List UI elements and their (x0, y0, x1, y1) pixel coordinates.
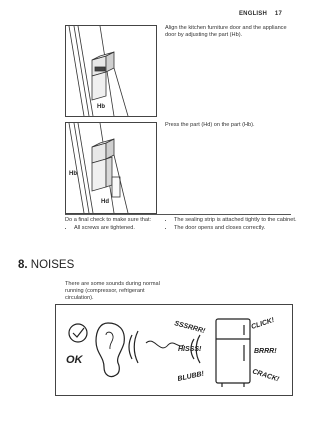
noise-word: HISSS! (178, 346, 202, 353)
noise-word: CLICK! (250, 316, 276, 331)
figure-align-door (65, 25, 157, 117)
step2-text: Press the part (Hd) on the part (Hb). (165, 122, 255, 128)
list-item: • The door opens and closes correctly. (174, 225, 299, 232)
page-number: 17 (274, 11, 282, 17)
section-title: NOISES (30, 259, 75, 271)
page-header (233, 11, 282, 17)
noises-illustration (56, 305, 292, 395)
noise-word: BLUBB! (176, 370, 205, 383)
final-check-intro: Do a final check to make sure that: (65, 217, 152, 223)
figure-press-part (65, 122, 157, 214)
noise-word: CRACK! (251, 368, 280, 384)
label-hb: Hb (69, 171, 77, 177)
section-intro: There are some sounds during normal running (compressor, refrigerant circulation). (65, 281, 160, 302)
noise-word: SSSRRR! (173, 320, 206, 336)
hinge-illustration-2 (66, 123, 156, 213)
list-item: • All screws are tightened. (74, 225, 169, 232)
header-language: ENGLISH (238, 11, 268, 17)
final-check-left-list (65, 225, 169, 233)
ok-label: OK (66, 354, 83, 366)
ear-icon (96, 323, 124, 377)
figure-noises (55, 304, 293, 396)
label-hd: Hd (101, 199, 109, 205)
list-item: • The sealing strip is attached tightly to the cabinet. (174, 217, 299, 224)
divider (65, 214, 291, 215)
section-heading (18, 259, 74, 271)
section-number: 8. (18, 259, 28, 271)
hinge-illustration-1 (66, 26, 156, 116)
fridge-icon (216, 319, 250, 387)
check-circle-icon (69, 324, 87, 342)
step1-text: Align the kitchen furniture door and the appliance door by adjusting the part (Hb). (165, 25, 287, 39)
noise-word: BRRR! (254, 348, 277, 355)
label-hb: Hb (97, 104, 105, 110)
final-check-right-list (165, 217, 299, 233)
